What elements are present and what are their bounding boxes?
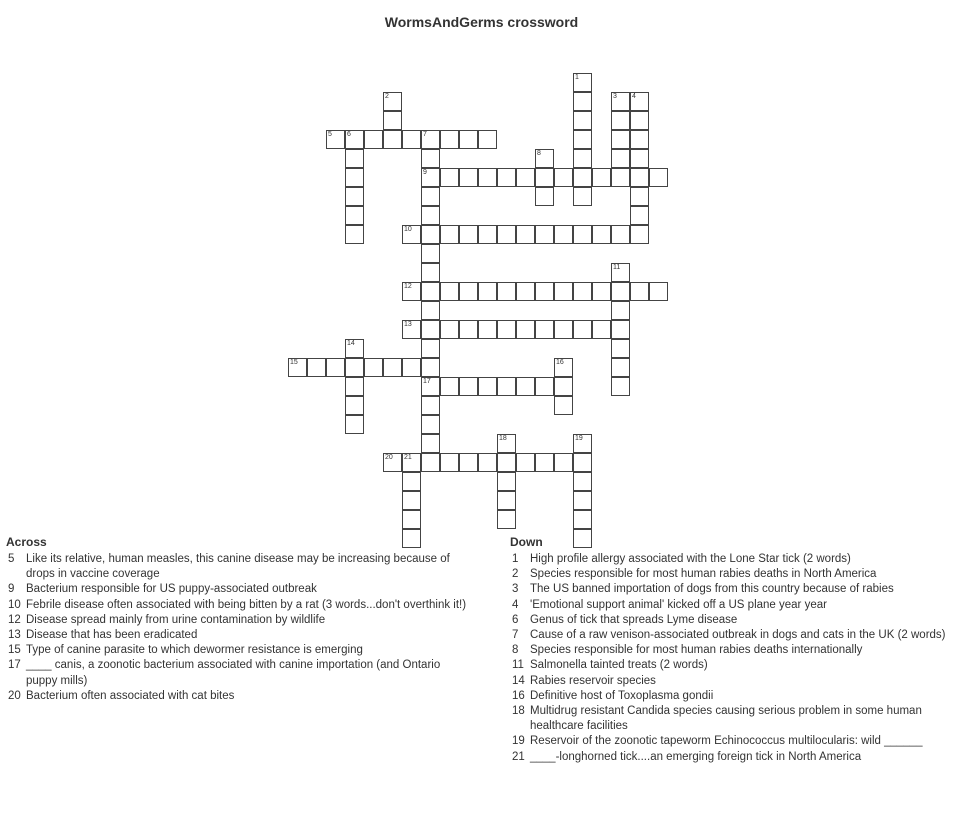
crossword-cell[interactable]: [421, 396, 440, 415]
clue-number: 15: [8, 644, 21, 657]
down-clue: [504, 674, 954, 689]
clue-text: Like its relative, human measles, this canine disease may be increasing because of drops in vaccine coverage: [26, 553, 450, 581]
crossword-cell[interactable]: [345, 396, 364, 415]
clue-number: 18: [512, 705, 525, 718]
crossword-cell[interactable]: [421, 301, 440, 320]
crossword-cell[interactable]: [497, 434, 516, 453]
crossword-cell[interactable]: [630, 187, 649, 206]
crossword-cell[interactable]: [611, 149, 630, 168]
crossword-cell[interactable]: [421, 434, 440, 453]
crossword-cell[interactable]: [345, 168, 364, 187]
crossword-cell[interactable]: [535, 377, 554, 396]
crossword-cell[interactable]: [573, 111, 592, 130]
crossword-cell[interactable]: [326, 130, 345, 149]
crossword-cell[interactable]: [421, 377, 440, 396]
cell-number: 8: [537, 150, 541, 157]
crossword-cell[interactable]: [440, 377, 459, 396]
crossword-cell[interactable]: [478, 377, 497, 396]
crossword-cell[interactable]: [592, 168, 611, 187]
crossword-cell[interactable]: [554, 168, 573, 187]
crossword-cell[interactable]: [554, 320, 573, 339]
clue-text: Multidrug resistant Candida species causing serious problem in some human healthcare facilities: [530, 705, 922, 733]
crossword-cell[interactable]: [440, 453, 459, 472]
crossword-cell[interactable]: [516, 225, 535, 244]
crossword-cell[interactable]: [459, 453, 478, 472]
down-clue: [504, 643, 954, 658]
down-clue: [504, 750, 954, 765]
cell-number: 14: [347, 340, 355, 347]
crossword-cell[interactable]: [402, 225, 421, 244]
crossword-cell[interactable]: [611, 168, 630, 187]
crossword-cell[interactable]: [478, 282, 497, 301]
crossword-cell[interactable]: [402, 358, 421, 377]
cell-number: 3: [613, 93, 617, 100]
crossword-cell[interactable]: [383, 358, 402, 377]
crossword-cell[interactable]: [573, 168, 592, 187]
crossword-cell[interactable]: [573, 225, 592, 244]
crossword-cell[interactable]: [459, 130, 478, 149]
clue-number: 19: [512, 735, 525, 748]
crossword-cell[interactable]: [611, 263, 630, 282]
clue-number: 9: [8, 583, 15, 596]
crossword-cell[interactable]: [573, 187, 592, 206]
cell-number: 17: [423, 378, 431, 385]
crossword-cell[interactable]: [592, 282, 611, 301]
clue-number: 4: [512, 598, 519, 611]
clue-number: 13: [8, 629, 21, 642]
crossword-cell[interactable]: [421, 358, 440, 377]
crossword-cell[interactable]: [478, 453, 497, 472]
down-clue: [504, 582, 954, 597]
crossword-cell[interactable]: [516, 282, 535, 301]
cell-number: 13: [404, 321, 412, 328]
crossword-cell[interactable]: [345, 339, 364, 358]
crossword-cell[interactable]: [573, 510, 592, 529]
crossword-cell[interactable]: [535, 453, 554, 472]
crossword-cell[interactable]: [535, 187, 554, 206]
crossword-cell[interactable]: [459, 320, 478, 339]
crossword-cell[interactable]: [421, 244, 440, 263]
crossword-cell[interactable]: [611, 339, 630, 358]
across-clue: [0, 598, 470, 613]
crossword-cell[interactable]: [554, 453, 573, 472]
clue-text: The US banned importation of dogs from this country because of rabies: [530, 583, 894, 596]
clue-text: Genus of tick that spreads Lyme disease: [530, 613, 738, 626]
cell-number: 9: [423, 169, 427, 176]
crossword-cell[interactable]: [421, 206, 440, 225]
crossword-cell[interactable]: [421, 225, 440, 244]
crossword-cell[interactable]: [535, 149, 554, 168]
crossword-cell[interactable]: [611, 377, 630, 396]
crossword-cell[interactable]: [630, 282, 649, 301]
down-clue-list: [504, 552, 954, 765]
crossword-cell[interactable]: [459, 225, 478, 244]
crossword-cell[interactable]: [345, 206, 364, 225]
crossword-cell[interactable]: [440, 130, 459, 149]
crossword-cell[interactable]: [421, 453, 440, 472]
crossword-cell[interactable]: [497, 282, 516, 301]
clue-text: Salmonella tainted treats (2 words): [530, 659, 708, 672]
crossword-cell[interactable]: [288, 358, 307, 377]
cell-number: 11: [613, 264, 621, 271]
down-clue: [504, 658, 954, 673]
crossword-cell[interactable]: [364, 358, 383, 377]
cell-number: 20: [385, 454, 393, 461]
clue-text: 'Emotional support animal' kicked off a US plane year year: [530, 598, 827, 611]
crossword-cell[interactable]: [345, 187, 364, 206]
down-heading: Down: [510, 535, 543, 549]
across-clue: [0, 613, 470, 628]
crossword-cell[interactable]: [402, 130, 421, 149]
clue-number: 12: [8, 613, 21, 626]
cell-number: 12: [404, 283, 412, 290]
clue-text: Cause of a raw venison-associated outbreak in dogs and cats in the UK (2 words): [530, 629, 946, 642]
crossword-cell[interactable]: [421, 339, 440, 358]
crossword-cell[interactable]: [497, 510, 516, 529]
crossword-cell[interactable]: [554, 225, 573, 244]
crossword-cell[interactable]: [630, 149, 649, 168]
across-clue-list: [0, 552, 470, 704]
crossword-cell[interactable]: [554, 377, 573, 396]
crossword-cell[interactable]: [383, 130, 402, 149]
crossword-cell[interactable]: [630, 92, 649, 111]
crossword-cell[interactable]: [421, 320, 440, 339]
crossword-cell[interactable]: [478, 168, 497, 187]
cell-number: 18: [499, 435, 507, 442]
cell-number: 2: [385, 93, 389, 100]
crossword-cell[interactable]: [307, 358, 326, 377]
down-clue: [504, 628, 954, 643]
crossword-cell[interactable]: [478, 225, 497, 244]
crossword-cell[interactable]: [345, 130, 364, 149]
crossword-cell[interactable]: [326, 358, 345, 377]
crossword-cell[interactable]: [497, 453, 516, 472]
crossword-cell[interactable]: [630, 111, 649, 130]
crossword-cell[interactable]: [402, 510, 421, 529]
clue-number: 8: [512, 644, 519, 657]
crossword-cell[interactable]: [459, 282, 478, 301]
crossword-cell[interactable]: [535, 168, 554, 187]
cell-number: 21: [404, 454, 412, 461]
clue-number: 17: [8, 659, 21, 672]
crossword-cell[interactable]: [554, 358, 573, 377]
cell-number: 1: [575, 74, 579, 81]
down-clue: [504, 613, 954, 628]
across-clue: [0, 628, 470, 643]
crossword-cell[interactable]: [611, 92, 630, 111]
across-heading: Across: [6, 535, 47, 549]
crossword-cell[interactable]: [402, 472, 421, 491]
crossword-cell[interactable]: [345, 225, 364, 244]
crossword-cell[interactable]: [516, 320, 535, 339]
clue-number: 11: [512, 659, 524, 672]
crossword-cell[interactable]: [364, 130, 383, 149]
crossword-cell[interactable]: [573, 73, 592, 92]
crossword-cell[interactable]: [459, 377, 478, 396]
crossword-cell[interactable]: [497, 491, 516, 510]
crossword-cell[interactable]: [573, 282, 592, 301]
cell-number: 19: [575, 435, 583, 442]
clue-text: Bacterium responsible for US puppy-associated outbreak: [26, 583, 317, 596]
crossword-cell[interactable]: [383, 111, 402, 130]
crossword-cell[interactable]: [421, 130, 440, 149]
down-clue: [504, 689, 954, 704]
crossword-cell[interactable]: [573, 491, 592, 510]
crossword-cell[interactable]: [421, 168, 440, 187]
crossword-cell[interactable]: [649, 168, 668, 187]
clue-text: Disease spread mainly from urine contamination by wildlife: [26, 613, 326, 626]
crossword-title: WormsAndGerms crossword: [384, 14, 579, 30]
clue-number: 16: [512, 689, 525, 702]
crossword-cell[interactable]: [421, 187, 440, 206]
clue-number: 3: [512, 583, 519, 596]
crossword-cell[interactable]: [535, 225, 554, 244]
crossword-cell[interactable]: [611, 301, 630, 320]
crossword-cell[interactable]: [592, 225, 611, 244]
across-clue: [0, 582, 470, 597]
down-clue: [504, 734, 954, 749]
crossword-cell[interactable]: [630, 225, 649, 244]
crossword-cell[interactable]: [573, 472, 592, 491]
crossword-cell[interactable]: [516, 168, 535, 187]
crossword-cell[interactable]: [573, 434, 592, 453]
clue-number: 10: [8, 598, 21, 611]
cell-number: 7: [423, 131, 427, 138]
cell-number: 4: [632, 93, 636, 100]
crossword-cell[interactable]: [611, 282, 630, 301]
across-clue: [0, 643, 470, 658]
crossword-cell[interactable]: [611, 320, 630, 339]
clue-text: Bacterium often associated with cat bites: [26, 689, 235, 702]
crossword-cell[interactable]: [535, 282, 554, 301]
crossword-cell[interactable]: [402, 320, 421, 339]
crossword-cell[interactable]: [478, 130, 497, 149]
crossword-cell[interactable]: [345, 415, 364, 434]
crossword-cell[interactable]: [535, 320, 554, 339]
across-clue: [0, 552, 470, 582]
crossword-cell[interactable]: [402, 491, 421, 510]
crossword-cell[interactable]: [516, 377, 535, 396]
crossword-cell[interactable]: [573, 92, 592, 111]
crossword-cell[interactable]: [345, 358, 364, 377]
clue-text: ____-longhorned tick....an emerging foreign tick in North America: [530, 750, 862, 763]
crossword-cell[interactable]: [497, 472, 516, 491]
crossword-cell[interactable]: [440, 320, 459, 339]
down-clue: [504, 704, 954, 734]
crossword-cell[interactable]: [440, 282, 459, 301]
crossword-cell[interactable]: [630, 130, 649, 149]
crossword-cell[interactable]: [573, 529, 592, 548]
crossword-cell[interactable]: [573, 453, 592, 472]
across-clue: [0, 689, 470, 704]
crossword-cell[interactable]: [459, 168, 478, 187]
cell-number: 6: [347, 131, 351, 138]
crossword-cell[interactable]: [402, 282, 421, 301]
crossword-cell[interactable]: [611, 111, 630, 130]
crossword-cell[interactable]: [478, 320, 497, 339]
crossword-cell[interactable]: [497, 320, 516, 339]
cell-number: 5: [328, 131, 332, 138]
crossword-cell[interactable]: [611, 130, 630, 149]
crossword-cell[interactable]: [497, 225, 516, 244]
crossword-cell[interactable]: [554, 396, 573, 415]
crossword-cell[interactable]: [402, 529, 421, 548]
crossword-cell[interactable]: [573, 130, 592, 149]
cell-number: 10: [404, 226, 412, 233]
down-clue: [504, 552, 954, 567]
cell-number: 16: [556, 359, 564, 366]
crossword-cell[interactable]: [421, 415, 440, 434]
clue-number: 1: [512, 553, 519, 565]
clue-text: Type of canine parasite to which dewormer resistance is emerging: [26, 644, 363, 657]
cell-number: 15: [290, 359, 298, 366]
crossword-cell[interactable]: [573, 149, 592, 168]
clue-text: Species responsible for most human rabies deaths internationally: [530, 644, 863, 657]
crossword-cell[interactable]: [421, 149, 440, 168]
clue-number: 5: [8, 553, 15, 565]
crossword-cell[interactable]: [402, 453, 421, 472]
crossword-cell[interactable]: [611, 358, 630, 377]
crossword-cell[interactable]: [440, 168, 459, 187]
crossword-cell[interactable]: [611, 225, 630, 244]
clue-text: Rabies reservoir species: [530, 674, 656, 687]
crossword-cell[interactable]: [630, 168, 649, 187]
crossword-cell[interactable]: [630, 206, 649, 225]
clue-number: 14: [512, 674, 525, 687]
clue-text: Febrile disease often associated with being bitten by a rat (3 words...don't overthink it!): [26, 598, 467, 611]
crossword-cell[interactable]: [649, 282, 668, 301]
clue-number: 2: [512, 568, 519, 581]
down-clue: [504, 567, 954, 582]
clue-number: 20: [8, 689, 21, 702]
crossword-cell[interactable]: [440, 225, 459, 244]
crossword-cell[interactable]: [345, 149, 364, 168]
crossword-cell[interactable]: [592, 320, 611, 339]
crossword-cell[interactable]: [345, 377, 364, 396]
clue-text: Species responsible for most human rabies deaths in North America: [530, 568, 877, 581]
clue-number: 6: [512, 613, 519, 626]
crossword-cell[interactable]: [383, 92, 402, 111]
crossword-cell[interactable]: [383, 453, 402, 472]
clue-text: ____ canis, a zoonotic bacterium associated with canine importation (and Ontario puppy mills): [26, 659, 441, 687]
clue-text: High profile allergy associated with the Lone Star tick (2 words): [530, 553, 851, 565]
across-clue: [0, 658, 470, 688]
crossword-cell[interactable]: [421, 282, 440, 301]
crossword-cell[interactable]: [573, 320, 592, 339]
crossword-cell[interactable]: [421, 263, 440, 282]
crossword-cell[interactable]: [516, 453, 535, 472]
crossword-cell[interactable]: [497, 168, 516, 187]
clue-text: Disease that has been eradicated: [26, 629, 198, 642]
clue-text: Reservoir of the zoonotic tapeworm Echinococcus multilocularis: wild ______: [530, 735, 923, 748]
clue-text: Definitive host of Toxoplasma gondii: [530, 689, 714, 702]
clue-number: 21: [512, 750, 525, 763]
crossword-cell[interactable]: [497, 377, 516, 396]
down-clue: [504, 598, 954, 613]
crossword-cell[interactable]: [554, 282, 573, 301]
clue-number: 7: [512, 629, 519, 642]
